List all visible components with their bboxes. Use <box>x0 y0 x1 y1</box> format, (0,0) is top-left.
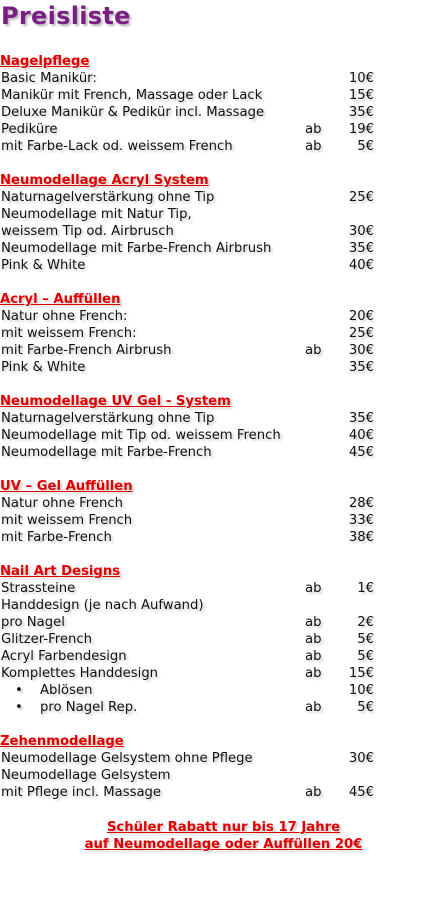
price-row <box>0 699 447 716</box>
service-label: weissem Tip od. Airbrusch <box>1 224 174 239</box>
from-prefix: ab <box>305 632 322 647</box>
price-row <box>0 223 447 240</box>
service-price: 40€ <box>348 428 374 443</box>
service-price: 5€ <box>357 139 374 154</box>
price-row <box>0 342 447 359</box>
service-label: Neumodellage mit Natur Tip, <box>1 207 192 222</box>
service-label: pro Nagel Rep. <box>40 700 138 715</box>
service-label: Neumodellage mit Farbe-French <box>1 445 212 460</box>
service-price: 30€ <box>348 751 374 766</box>
section-title: Nail Art Designs <box>0 564 121 579</box>
price-row <box>0 359 447 376</box>
price-row <box>0 665 447 682</box>
service-label: Deluxe Manikür & Pedikür incl. Massage <box>1 105 265 120</box>
from-prefix: ab <box>305 139 322 154</box>
service-label: Neumodellage Gelsystem ohne Pflege <box>1 751 253 766</box>
service-label: Acryl Farbendesign <box>1 649 127 664</box>
service-label: Pink & White <box>1 258 86 273</box>
price-row <box>0 614 447 631</box>
from-prefix: ab <box>305 343 322 358</box>
price-row <box>0 750 447 767</box>
section-title: UV – Gel Auffüllen <box>0 479 133 494</box>
service-label: mit Pflege incl. Massage <box>1 785 162 800</box>
service-price: 20€ <box>348 309 374 324</box>
price-section <box>0 733 447 801</box>
price-row <box>0 784 447 801</box>
price-row <box>0 410 447 427</box>
service-price: 35€ <box>348 105 374 120</box>
price-row <box>0 444 447 461</box>
service-price: 28€ <box>348 496 374 511</box>
service-price: 19€ <box>348 122 374 137</box>
price-row <box>0 257 447 274</box>
price-row <box>0 121 447 138</box>
discount-note-line-2: auf Neumodellage oder Auffüllen 20€ <box>84 837 363 852</box>
section-title: Acryl – Auffüllen <box>0 292 121 307</box>
service-price: 2€ <box>357 615 374 630</box>
service-price: 35€ <box>348 241 374 256</box>
service-price: 30€ <box>348 224 374 239</box>
price-section <box>0 172 447 274</box>
from-prefix: ab <box>305 785 322 800</box>
service-label: Neumodellage mit Farbe-French Airbrush <box>1 241 272 256</box>
service-label: Pink & White <box>1 360 86 375</box>
from-prefix: ab <box>305 615 322 630</box>
service-price: 25€ <box>348 190 374 205</box>
price-row <box>0 325 447 342</box>
service-label: Naturnagelverstärkung ohne Tip <box>1 411 215 426</box>
price-section <box>0 563 447 716</box>
section-title: Neumodellage UV Gel - System <box>0 394 231 409</box>
bullet-icon: • <box>15 700 23 715</box>
price-list <box>0 53 447 818</box>
service-price: 45€ <box>348 445 374 460</box>
price-row <box>0 597 447 614</box>
service-price: 40€ <box>348 258 374 273</box>
service-label: mit Farbe-French <box>1 530 112 545</box>
service-price: 10€ <box>348 683 374 698</box>
section-title: Zehenmodellage <box>0 734 124 749</box>
from-prefix: ab <box>305 122 322 137</box>
service-label: Neumodellage mit Tip od. weissem French <box>1 428 281 443</box>
price-row <box>0 70 447 87</box>
price-row <box>0 308 447 325</box>
service-label: Manikür mit French, Massage oder Lack <box>1 88 263 103</box>
section-title: Nagelpflege <box>0 54 90 69</box>
from-prefix: ab <box>305 581 322 596</box>
price-row <box>0 682 447 699</box>
service-label: Ablösen <box>40 683 93 698</box>
price-row <box>0 138 447 155</box>
service-price: 30€ <box>348 343 374 358</box>
service-label: Komplettes Handdesign <box>1 666 159 681</box>
service-price: 1€ <box>357 581 374 596</box>
page-title: Preisliste <box>1 2 131 30</box>
service-price: 10€ <box>348 71 374 86</box>
price-row <box>0 767 447 784</box>
price-row <box>0 631 447 648</box>
service-price: 15€ <box>348 88 374 103</box>
service-label: Neumodellage Gelsystem <box>1 768 171 783</box>
service-label: Basic Manikür: <box>1 71 97 86</box>
service-label: pro Nagel <box>1 615 65 630</box>
price-section <box>0 393 447 461</box>
price-section <box>0 291 447 376</box>
price-section <box>0 53 447 155</box>
service-label: mit Farbe-French Airbrush <box>1 343 172 358</box>
price-row <box>0 189 447 206</box>
service-price: 45€ <box>348 785 374 800</box>
service-label: Naturnagelverstärkung ohne Tip <box>1 190 215 205</box>
service-price: 15€ <box>348 666 374 681</box>
price-row <box>0 427 447 444</box>
service-label: mit weissem French <box>1 513 133 528</box>
service-label: Strassteine <box>1 581 76 596</box>
from-prefix: ab <box>305 700 322 715</box>
service-label: Glitzer-French <box>1 632 92 647</box>
service-price: 33€ <box>348 513 374 528</box>
price-row <box>0 529 447 546</box>
price-row <box>0 580 447 597</box>
service-label: Natur ohne French: <box>1 309 128 324</box>
discount-note <box>0 819 447 853</box>
price-section <box>0 478 447 546</box>
price-row <box>0 512 447 529</box>
section-title: Neumodellage Acryl System <box>0 173 209 188</box>
price-row <box>0 206 447 223</box>
service-price: 5€ <box>357 649 374 664</box>
service-price: 25€ <box>348 326 374 341</box>
price-row <box>0 240 447 257</box>
price-row <box>0 87 447 104</box>
service-label: mit weissem French: <box>1 326 137 341</box>
bullet-icon: • <box>15 683 23 698</box>
price-row <box>0 104 447 121</box>
service-price: 35€ <box>348 411 374 426</box>
service-price: 5€ <box>357 632 374 647</box>
from-prefix: ab <box>305 666 322 681</box>
service-price: 38€ <box>348 530 374 545</box>
service-price: 5€ <box>357 700 374 715</box>
service-label: Handdesign (je nach Aufwand) <box>1 598 204 613</box>
price-row <box>0 648 447 665</box>
discount-note-line-1: Schüler Rabatt nur bis 17 Jahre <box>106 820 341 835</box>
from-prefix: ab <box>305 649 322 664</box>
price-row <box>0 495 447 512</box>
service-price: 35€ <box>348 360 374 375</box>
service-label: Pediküre <box>1 122 58 137</box>
service-label: Natur ohne French <box>1 496 124 511</box>
service-label: mit Farbe-Lack od. weissem French <box>1 139 233 154</box>
